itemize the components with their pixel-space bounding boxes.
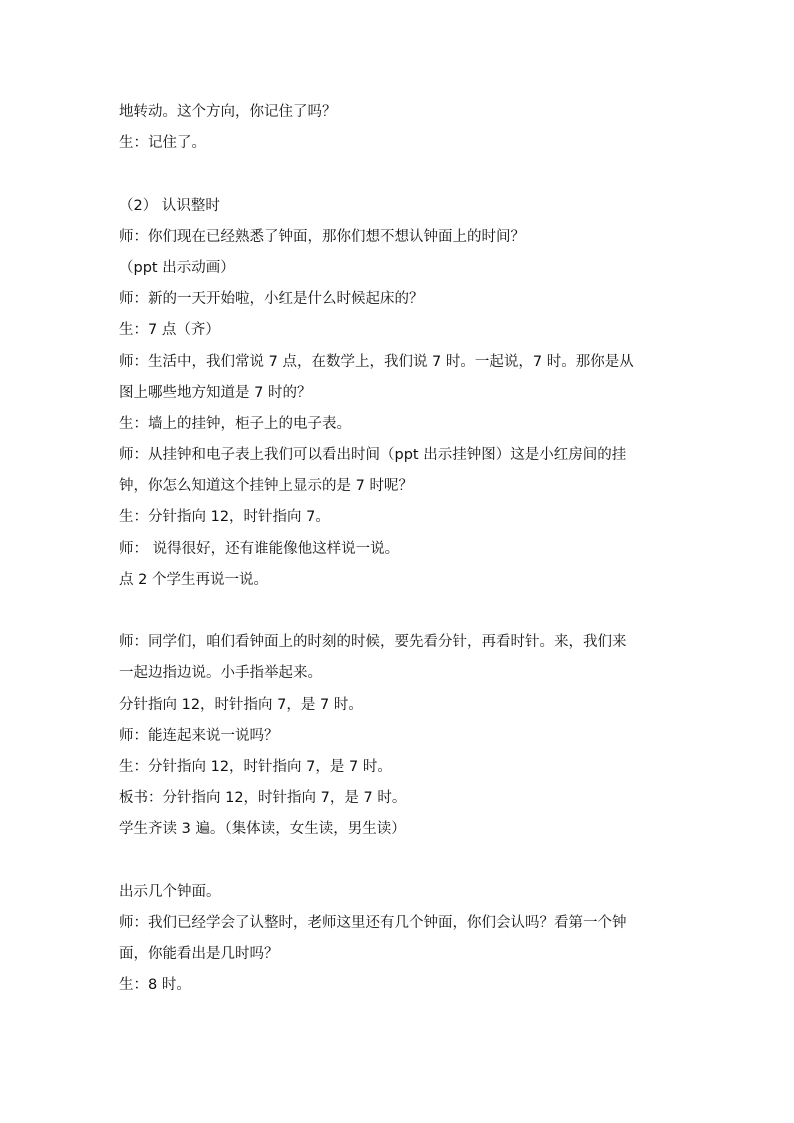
text-line: 生：7 点（齐） — [119, 322, 220, 339]
text-line: 面，你能看出是几时吗？ — [119, 946, 279, 963]
text-line: 地转动。这个方向，你记住了吗？ — [119, 104, 337, 120]
text-line: 师：能连起来说一说吗？ — [119, 727, 279, 744]
text-line: 生：分针指向 12，时针指向 7。 — [119, 509, 330, 526]
text-line: 师：新的一天开始啦，小红是什么时候起床的？ — [119, 291, 424, 308]
blank-line — [119, 159, 679, 190]
text-line: 出示几个钟面。 — [119, 883, 221, 900]
blank-line — [119, 596, 679, 627]
section-heading: （2） 认识整时 — [119, 197, 220, 214]
text-line: 分针指向 12，时针指向 7，是 7 时。 — [119, 696, 363, 713]
text-line: 生：8 时。 — [119, 977, 191, 994]
text-line: 师：同学们，咱们看钟面上的时刻的时候，要先看分针，再看时针。来，我们来 — [119, 634, 627, 651]
text-line: 钟，你怎么知道这个挂钟上显示的是 7 时呢？ — [119, 478, 413, 495]
text-line: （ppt 出示动画） — [119, 259, 235, 276]
text-line: 师：你们现在已经熟悉了钟面，那你们想不想认钟面上的时间？ — [119, 228, 525, 245]
text-line: 学生齐读 3 遍。（集体读，女生读，男生读） — [119, 821, 406, 838]
text-line: 生：记住了。 — [119, 135, 206, 152]
text-line: 点 2 个学生再说一说。 — [119, 571, 268, 588]
text-line: 师：从挂钟和电子表上我们可以看出时间（ppt 出示挂钟图）这是小红房间的挂 — [119, 447, 627, 464]
text-line: 师：生活中，我们常说 7 点，在数学上，我们说 7 时。一起说，7 时。那你是从 — [119, 353, 634, 370]
text-line: 图上哪些地方知道是 7 时的？ — [119, 384, 312, 401]
blank-line — [119, 846, 679, 877]
text-line: 师： 说得很好，还有谁能像他这样说一说。 — [119, 540, 400, 557]
text-line: 师：我们已经学会了认整时，老师这里还有几个钟面，你们会认吗？看第一个钟 — [119, 914, 627, 931]
text-line: 一起边指边说。小手指举起来。 — [119, 665, 322, 682]
text-line: 板书：分针指向 12，时针指向 7，是 7 时。 — [119, 790, 407, 807]
text-line: 生：墙上的挂钟，柜子上的电子表。 — [119, 415, 351, 432]
text-line: 生：分针指向 12，时针指向 7，是 7 时。 — [119, 758, 392, 775]
document-body — [119, 97, 679, 1001]
